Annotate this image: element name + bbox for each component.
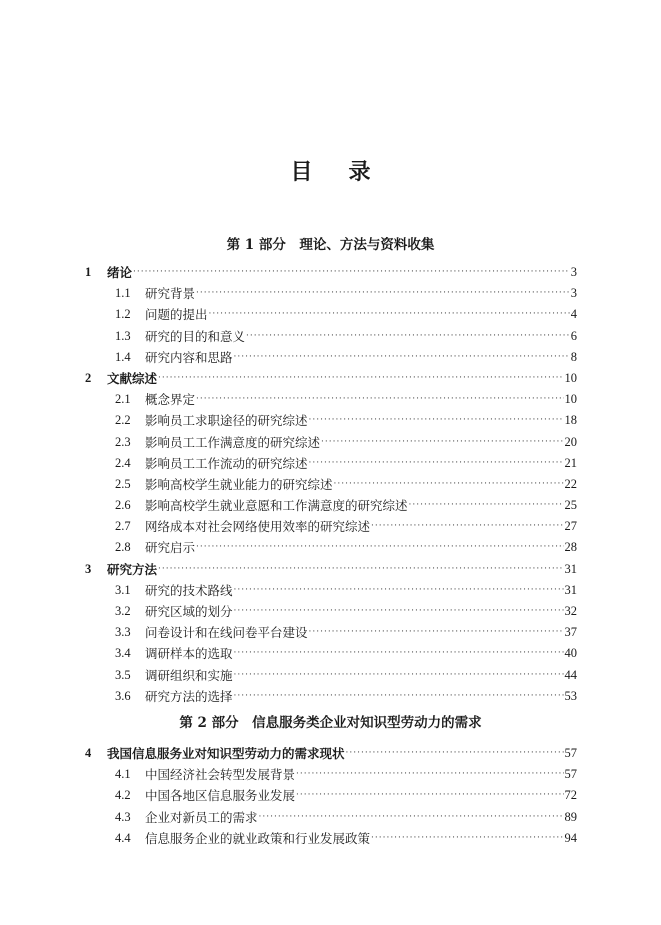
entry-title: 中国经济社会转型发展背景 bbox=[145, 767, 296, 783]
toc-section-entry[interactable] bbox=[85, 410, 577, 431]
entry-number: 2 bbox=[85, 370, 92, 385]
entry-page: 89 bbox=[564, 809, 577, 824]
dot-leader bbox=[209, 304, 570, 325]
entry-page: 37 bbox=[564, 625, 577, 640]
entry-title: 文献综述 bbox=[107, 370, 158, 386]
toc-section-entry[interactable] bbox=[85, 495, 577, 516]
dot-leader bbox=[409, 495, 564, 516]
dot-leader bbox=[309, 410, 564, 431]
entry-title: 影响高校学生就业意愿和工作满意度的研究综述 bbox=[145, 498, 408, 514]
entry-number: 3.1 bbox=[115, 582, 131, 597]
entry-page: 31 bbox=[564, 582, 577, 597]
entry-number: 3 bbox=[85, 561, 92, 576]
toc-section-entry[interactable] bbox=[85, 601, 577, 622]
dot-leader bbox=[334, 474, 564, 495]
entry-number: 2.6 bbox=[115, 498, 131, 513]
entry-title: 问卷设计和在线问卷平台建设 bbox=[145, 625, 308, 641]
entry-page: 3 bbox=[570, 286, 577, 301]
entry-title: 研究方法 bbox=[107, 561, 158, 577]
entry-page: 40 bbox=[564, 646, 577, 661]
entry-page: 31 bbox=[564, 561, 577, 576]
toc-chapter-entry[interactable] bbox=[85, 743, 577, 764]
entry-page: 6 bbox=[570, 328, 577, 343]
dot-leader bbox=[371, 828, 563, 849]
dot-leader bbox=[196, 283, 570, 304]
entry-number: 2.5 bbox=[115, 476, 131, 491]
entry-page: 18 bbox=[564, 413, 577, 428]
toc-section-entry[interactable] bbox=[85, 686, 577, 707]
entry-page: 27 bbox=[564, 519, 577, 534]
entry-number: 2.8 bbox=[115, 540, 131, 555]
entry-number: 1.3 bbox=[115, 328, 131, 343]
entry-page: 4 bbox=[570, 307, 577, 322]
entry-title: 问题的提出 bbox=[145, 307, 208, 323]
entry-number: 3.2 bbox=[115, 604, 131, 618]
dot-leader bbox=[196, 389, 563, 410]
toc-chapter-entry[interactable] bbox=[85, 262, 577, 283]
entry-page: 32 bbox=[564, 604, 577, 618]
entry-page: 72 bbox=[564, 788, 577, 803]
entry-number: 1.1 bbox=[115, 286, 131, 301]
dot-leader bbox=[234, 686, 564, 707]
toc-section-entry[interactable] bbox=[85, 785, 577, 806]
entry-page: 22 bbox=[564, 476, 577, 491]
toc-section-entry[interactable] bbox=[85, 828, 577, 849]
entry-title: 研究启示 bbox=[145, 540, 196, 556]
entry-title: 研究的技术路线 bbox=[145, 582, 233, 598]
entry-page: 21 bbox=[564, 455, 577, 470]
entry-number: 2.7 bbox=[115, 519, 131, 534]
entry-title: 影响员工求职途径的研究综述 bbox=[145, 413, 308, 429]
entry-page: 57 bbox=[564, 767, 577, 782]
dot-leader bbox=[309, 453, 564, 474]
entry-title: 研究方法的选择 bbox=[145, 688, 233, 704]
entry-title: 概念界定 bbox=[145, 392, 196, 408]
toc-section-entry[interactable] bbox=[85, 453, 577, 474]
dot-leader bbox=[158, 559, 563, 580]
toc-chapter-entry[interactable] bbox=[85, 559, 577, 580]
toc-section-entry[interactable] bbox=[85, 665, 577, 686]
entry-number: 3.4 bbox=[115, 646, 131, 661]
dot-leader bbox=[309, 622, 564, 643]
dot-leader bbox=[196, 537, 563, 558]
entry-number: 4.4 bbox=[115, 830, 131, 845]
part-heading: 第 1 部分 理论、方法与资料收集 bbox=[226, 237, 435, 253]
entry-page: 8 bbox=[570, 349, 577, 364]
toc-section-entry[interactable] bbox=[85, 580, 577, 601]
entry-page: 25 bbox=[564, 498, 577, 513]
toc-section-entry[interactable] bbox=[85, 304, 577, 325]
entry-page: 28 bbox=[564, 540, 577, 555]
part-heading: 第 2 部分 信息服务类企业对知识型劳动力的需求 bbox=[179, 715, 482, 731]
entry-number: 2.3 bbox=[115, 434, 131, 449]
dot-leader bbox=[158, 368, 563, 389]
toc-chapter-entry[interactable] bbox=[85, 368, 577, 389]
toc-section-entry[interactable] bbox=[85, 283, 577, 304]
entry-number: 4 bbox=[85, 746, 92, 760]
entry-number: 1.4 bbox=[115, 349, 131, 364]
entry-title: 中国各地区信息服务业发展 bbox=[145, 788, 296, 804]
toc-section-entry[interactable] bbox=[85, 537, 577, 558]
toc-section-entry[interactable] bbox=[85, 326, 577, 347]
toc-section-entry[interactable] bbox=[85, 432, 577, 453]
entry-title: 影响员工工作流动的研究综述 bbox=[145, 455, 308, 471]
entry-number: 2.2 bbox=[115, 413, 131, 428]
dot-leader bbox=[246, 326, 570, 347]
entry-number: 2.1 bbox=[115, 392, 131, 407]
entry-title: 研究内容和思路 bbox=[145, 349, 233, 365]
entry-number: 2.4 bbox=[115, 455, 131, 470]
entry-title: 调研组织和实施 bbox=[145, 667, 233, 683]
toc-section-entry[interactable] bbox=[85, 764, 577, 785]
entry-number: 3.3 bbox=[115, 625, 131, 640]
dot-leader bbox=[234, 643, 564, 664]
entry-title: 影响员工工作满意度的研究综述 bbox=[145, 434, 321, 450]
entry-page: 57 bbox=[564, 746, 577, 760]
dot-leader bbox=[259, 807, 564, 828]
entry-title: 企业对新员工的需求 bbox=[145, 809, 258, 825]
entry-title: 影响高校学生就业能力的研究综述 bbox=[145, 476, 333, 492]
toc-section-entry[interactable] bbox=[85, 347, 577, 368]
entry-number: 1.2 bbox=[115, 307, 131, 322]
dot-leader bbox=[234, 601, 564, 622]
entry-page: 10 bbox=[564, 392, 577, 407]
entry-page: 44 bbox=[564, 667, 577, 682]
dot-leader bbox=[234, 347, 570, 368]
toc-list-part-2 bbox=[85, 743, 577, 849]
entry-page: 53 bbox=[564, 688, 577, 703]
entry-page: 94 bbox=[564, 830, 577, 845]
entry-number: 4.1 bbox=[115, 767, 131, 782]
toc-list-part-1 bbox=[85, 262, 577, 707]
dot-leader bbox=[234, 665, 564, 686]
dot-leader bbox=[296, 785, 563, 806]
toc-section-entry[interactable] bbox=[85, 807, 577, 828]
toc-section-entry[interactable] bbox=[85, 516, 577, 537]
entry-number: 4.3 bbox=[115, 809, 131, 824]
entry-page: 3 bbox=[570, 265, 577, 279]
entry-title: 研究的目的和意义 bbox=[145, 328, 246, 344]
entry-number: 1 bbox=[85, 265, 92, 279]
entry-title: 研究区域的划分 bbox=[145, 604, 233, 619]
entry-page: 10 bbox=[564, 370, 577, 385]
entry-title: 信息服务企业的就业政策和行业发展政策 bbox=[145, 830, 371, 846]
dot-leader bbox=[346, 743, 564, 764]
toc-section-entry[interactable] bbox=[85, 389, 577, 410]
entry-number: 4.2 bbox=[115, 788, 131, 803]
dot-leader bbox=[296, 764, 563, 785]
toc-section-entry[interactable] bbox=[85, 622, 577, 643]
toc-section-entry[interactable] bbox=[85, 643, 577, 664]
entry-title: 调研样本的选取 bbox=[145, 646, 233, 662]
dot-leader bbox=[133, 262, 570, 283]
page-title: 目录 bbox=[290, 159, 407, 185]
entry-page: 20 bbox=[564, 434, 577, 449]
entry-number: 3.5 bbox=[115, 667, 131, 682]
toc-section-entry[interactable] bbox=[85, 474, 577, 495]
entry-number: 3.6 bbox=[115, 688, 131, 703]
entry-title: 我国信息服务业对知识型劳动力的需求现状 bbox=[107, 746, 345, 761]
entry-title: 研究背景 bbox=[145, 286, 196, 302]
entry-title: 网络成本对社会网络使用效率的研究综述 bbox=[145, 519, 371, 535]
entry-title: 绪论 bbox=[107, 265, 133, 280]
dot-leader bbox=[234, 580, 564, 601]
dot-leader bbox=[321, 432, 563, 453]
dot-leader bbox=[371, 516, 563, 537]
